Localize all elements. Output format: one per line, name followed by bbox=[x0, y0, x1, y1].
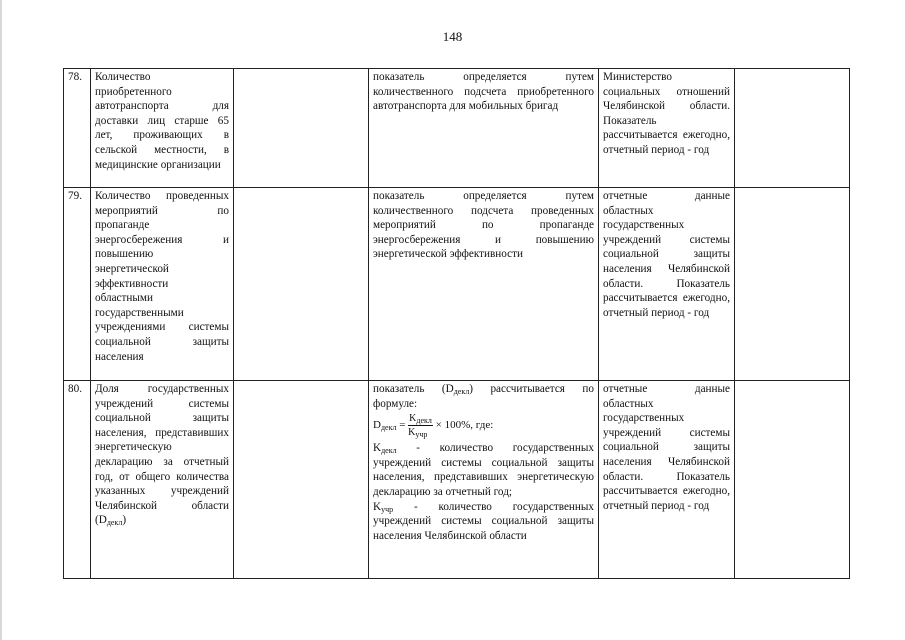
indicator-name: Количество приобретенного автотранспорта для доставки лиц старше 65 лет, проживающих в сельской местности, в медицинские организации bbox=[91, 69, 234, 188]
fraction-denominator: $K_{учр}$ bbox=[408, 427, 428, 440]
data-source: Министерство социальных отношений Челябинской области. Показатель рассчитывается ежегодно, отчетный период - год bbox=[599, 69, 735, 188]
definition-kuchr-symbol: K bbox=[373, 500, 382, 513]
empty-cell bbox=[735, 188, 850, 381]
table-row bbox=[64, 69, 850, 188]
formula bbox=[373, 413, 594, 438]
calculation-method bbox=[369, 381, 599, 579]
indicator-name-end: ) bbox=[122, 514, 127, 527]
table-row bbox=[64, 381, 850, 579]
subscript: учр bbox=[381, 504, 394, 514]
formula-equals: = bbox=[399, 419, 406, 432]
definition-kdekl: - количество государственных учреждений системы социальной защиты населения, представивших энергетическую декларацию за отчетный год; bbox=[373, 442, 594, 498]
empty-cell bbox=[234, 188, 369, 381]
row-number: 78. bbox=[64, 69, 91, 188]
indicator-name: Количество проведенных мероприятий по пропаганде энергосбережения и повышению энергетической эффективности областными государственными учреждениями системы социальной защиты населения bbox=[91, 188, 234, 381]
indicators-table bbox=[63, 68, 850, 579]
calculation-method: показатель определяется путем количественного подсчета проведенных мероприятий по пропаганде энергосбережения и повышению энергетической эффективности bbox=[369, 188, 599, 381]
subscript: декл bbox=[453, 387, 470, 396]
empty-cell bbox=[735, 69, 850, 188]
empty-cell bbox=[234, 69, 369, 188]
empty-cell bbox=[735, 381, 850, 579]
indicator-name-text: Доля государственных учреждений системы социальной защиты населения, представивших энергетическую декларацию за отчетный год, от общего количества указанных учреждений Челябинской области (D bbox=[95, 383, 229, 527]
table-row bbox=[64, 188, 850, 381]
row-number: 79. bbox=[64, 188, 91, 381]
definition-kuchr: - количество государственных учреждений системы социальной защиты населения Челябинской области bbox=[373, 500, 594, 542]
formula-lhs: D bbox=[373, 419, 381, 432]
indicator-name bbox=[91, 381, 234, 579]
formula-fraction bbox=[408, 413, 433, 438]
method-intro-end: ) рассчитывается по формуле: bbox=[373, 383, 594, 410]
row-number: 80. bbox=[64, 381, 91, 579]
definition-kdekl-symbol: K bbox=[373, 442, 382, 455]
data-source: отчетные данные областных государственных учреждений системы социальной защиты населения Челябинской области. Показатель рассчитывается ежегодно, отчетный период - год bbox=[599, 381, 735, 579]
page-number: 148 bbox=[442, 29, 463, 44]
page-edge bbox=[0, 0, 2, 640]
subscript: декл bbox=[106, 518, 123, 528]
fraction-numerator: $K_{декл}$ bbox=[409, 413, 432, 426]
method-intro: показатель (D bbox=[373, 383, 454, 395]
data-source: отчетные данные областных государственных учреждений системы социальной защиты населения Челябинской области. Показатель рассчитывается ежегодно, отчетный период - год bbox=[599, 188, 735, 381]
formula-tail: × 100%, где: bbox=[435, 419, 494, 432]
subscript: декл bbox=[381, 446, 397, 456]
calculation-method: показатель определяется путем количественного подсчета приобретенного автотранспорта для мобильных бригад bbox=[369, 69, 599, 188]
empty-cell bbox=[234, 381, 369, 579]
subscript: декл bbox=[380, 423, 397, 433]
